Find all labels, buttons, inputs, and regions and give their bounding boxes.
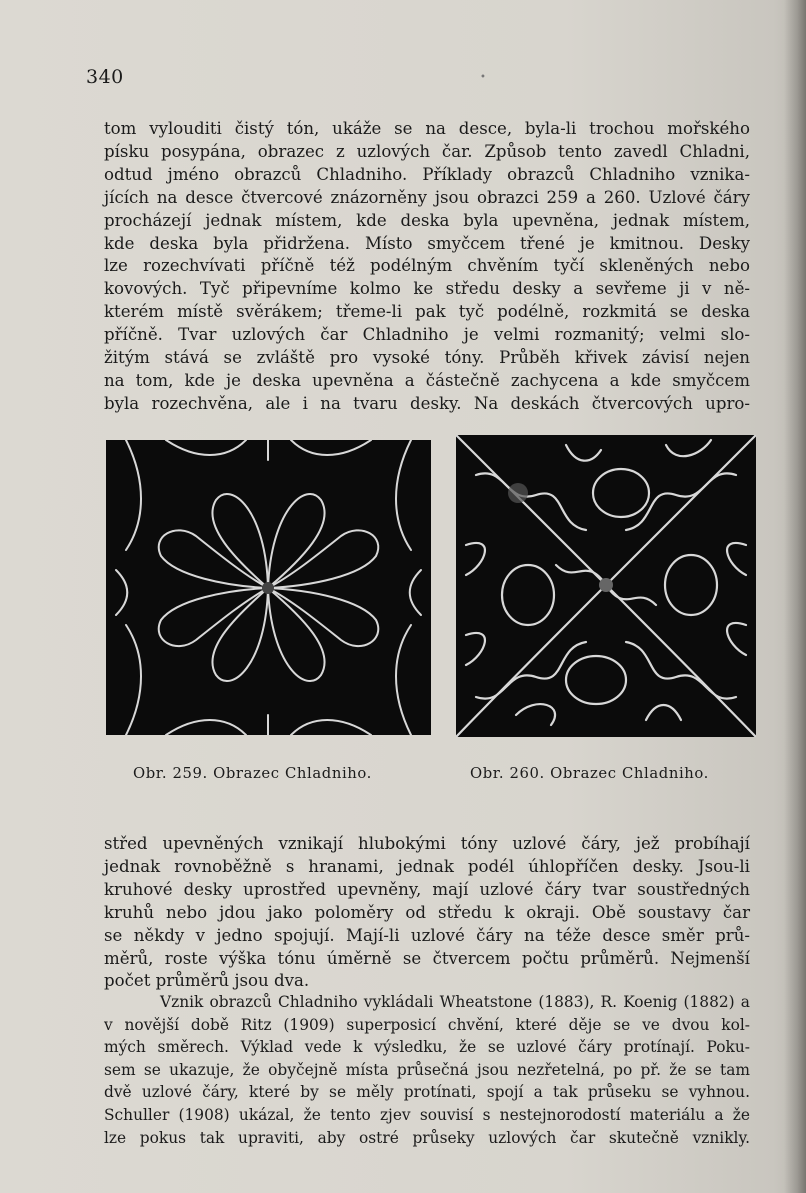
text-line: lze pokus tak upraviti, aby ostré průseky uzlových čar skutečně vznikly. <box>104 1128 750 1147</box>
text-line: kterém místě svěrákem; třeme-li pak tyč podélně, rozkmitá se deska <box>104 302 750 322</box>
text-line: žitým stává se zvláště pro vysoké tóny. Průběh křivek závisí nejen <box>104 348 750 368</box>
text-line: se někdy v jedno spojují. Mají-li uzlové čáry na téže desce směr prů- <box>104 925 750 945</box>
figure-260-chladni-pattern <box>456 435 756 737</box>
text-line: písku posypána, obrazec z uzlových čar. Způsob tento zavedl Chladni, <box>104 141 750 161</box>
text-line: procházejí jednak místem, kde deska byla upevněna, jednak místem, <box>104 210 750 230</box>
text-line: kruhů nebo jdou jako poloměry od středu k okraji. Obě soustavy čar <box>104 902 750 922</box>
print-speck: • <box>480 72 486 83</box>
text-line: kruhové desky uprostřed upevněny, mají uzlové čáry tvar soustředných <box>104 879 750 899</box>
text-line: střed upevněných vznikají hlubokými tóny uzlové čáry, jež probíhají <box>104 834 750 853</box>
text-line: jednak rovnoběžně s hranami, jednak podél úhlopříčen desky. Jsou-li <box>104 856 750 876</box>
chladni-pattern-260-image <box>456 435 756 737</box>
text-line: kovových. Tyč připevníme kolmo ke středu desky a sevřeme ji v ně- <box>104 279 750 299</box>
text-line: lze rozechvívati příčně též podélným chvěním tyčí skleněných nebo <box>104 256 750 276</box>
figure-260-caption: Obr. 260. Obrazec Chladniho. <box>470 765 709 782</box>
text-line: odtud jméno obrazců Chladniho. Příklady obrazců Chladniho vznika- <box>104 164 750 184</box>
page-number: 340 <box>86 66 124 88</box>
text-line: byla rozechvěna, ale i na tvaru desky. Na deskách čtvercových upro- <box>104 393 750 413</box>
paragraph-1 <box>104 118 750 416</box>
paragraph-3 <box>104 991 750 1149</box>
paragraph-2 <box>104 833 750 993</box>
text-line: příčně. Tvar uzlových čar Chladniho je velmi rozmanitý; velmi slo- <box>104 325 750 345</box>
figure-259-caption: Obr. 259. Obrazec Chladniho. <box>133 765 372 782</box>
text-line: v novější době Ritz (1909) superposicí chvění, které děje se ve dvou kol- <box>104 1015 750 1034</box>
figure-259-chladni-pattern <box>106 440 431 735</box>
text-line: mých směrech. Výklad vede k výsledku, že se uzlové čáry protínají. Poku- <box>104 1038 750 1057</box>
chladni-pattern-259-image <box>106 440 431 735</box>
text-line: Schuller (1908) ukázal, že tento zjev souvisí s nestejnorodostí materiálu a že <box>104 1105 750 1124</box>
text-line: jících na desce čtvercové znázorněny jsou obrazci 259 a 260. Uzlové čáry <box>104 187 750 207</box>
text-line: tom vylouditi čistý tón, ukáže se na desce, byla-li trochou mořského <box>104 119 750 138</box>
text-line: dvě uzlové čáry, které by se měly protínati, spojí a tak průseku se vyhnou. <box>104 1083 750 1102</box>
text-line: měrů, roste výška tónu úměrně se čtvercem počtu průměrů. Nejmenší <box>104 948 750 968</box>
text-line: na tom, kde je deska upevněna a částečně zachycena a kde smyčcem <box>104 370 750 390</box>
text-line: kde deska byla přidržena. Místo smyčcem třené je kmitnou. Desky <box>104 233 750 253</box>
book-spine-shadow <box>784 0 806 1193</box>
text-line: Vznik obrazců Chladniho vykládali Wheatstone (1883), R. Koenig (1882) a <box>160 993 750 1011</box>
text-line: počet průměrů jsou dva. <box>104 971 310 991</box>
text-line: sem se ukazuje, že obyčejně místa průsečná jsou nezřetelná, po př. že se tam <box>104 1060 750 1079</box>
